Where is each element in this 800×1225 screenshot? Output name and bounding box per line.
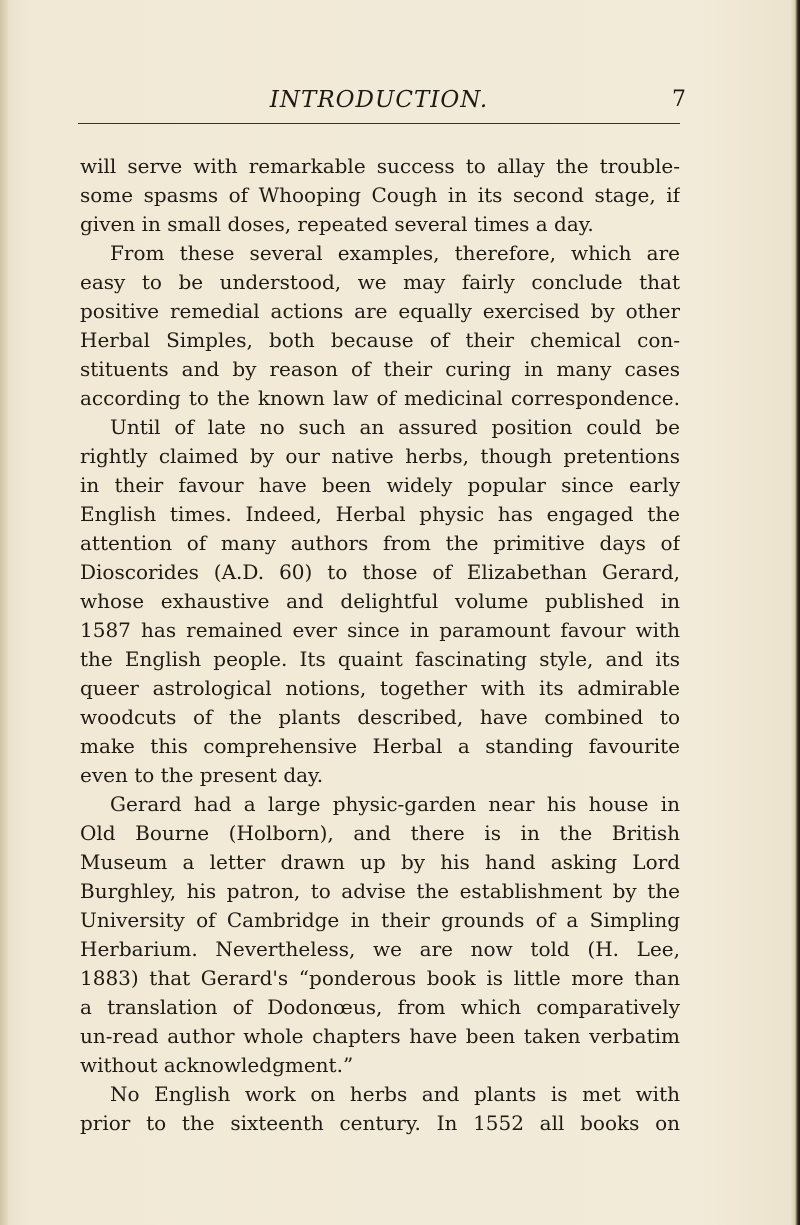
text-line: Museum a letter drawn up by his hand asking Lord <box>80 850 680 874</box>
text-line: un-read author whole chapters have been taken verbatim <box>80 1024 680 1048</box>
page-number: 7 <box>672 87 686 112</box>
text-line: even to the present day. <box>80 763 324 787</box>
page-right-edge <box>790 0 800 1225</box>
text-line: prior to the sixteenth century. In 1552 all books on <box>80 1111 680 1135</box>
page-left-edge <box>0 0 8 1225</box>
text-line: Until of late no such an assured position could be <box>110 415 680 439</box>
text-line: given in small doses, repeated several times a day. <box>80 212 594 236</box>
text-line: 1587 has remained ever since in paramount favour with <box>80 618 680 642</box>
text-line: in their favour have been widely popular since early <box>80 473 680 497</box>
text-line: woodcuts of the plants described, have combined to <box>80 705 680 729</box>
text-line: Gerard had a large physic-garden near his house in <box>110 792 680 816</box>
text-line: Dioscorides (A.D. 60) to those of Elizabethan Gerard, <box>80 560 680 584</box>
text-line: Herbarium. Nevertheless, we are now told (H. Lee, <box>80 937 680 961</box>
text-line: attention of many authors from the primitive days of <box>80 531 680 555</box>
text-line: a translation of Dodonœus, from which comparatively <box>80 995 680 1019</box>
text-line: University of Cambridge in their grounds of a Simpling <box>80 908 680 932</box>
body-text <box>80 152 680 1138</box>
text-line: without acknowledgment.” <box>80 1053 354 1077</box>
text-line: make this comprehensive Herbal a standing favourite <box>80 734 680 758</box>
text-line: according to the known law of medicinal correspondence. <box>80 386 680 410</box>
text-line: some spasms of Whooping Cough in its second stage, if <box>80 183 680 207</box>
text-line: Burghley, his patron, to advise the establishment by the <box>80 879 680 903</box>
text-line: Old Bourne (Holborn), and there is in the British <box>80 821 680 845</box>
text-line: 1883) that Gerard's “ponderous book is little more than <box>80 966 680 990</box>
text-line: positive remedial actions are equally exercised by other <box>80 299 680 323</box>
page-header <box>78 83 686 123</box>
header-rule <box>78 123 680 124</box>
text-line: Herbal Simples, both because of their chemical con- <box>80 328 680 352</box>
text-line: the English people. Its quaint fascinating style, and its <box>80 647 680 671</box>
running-title: INTRODUCTION. <box>269 87 489 113</box>
text-line: whose exhaustive and delightful volume published in <box>80 589 680 613</box>
text-line: English times. Indeed, Herbal physic has engaged the <box>80 502 680 526</box>
text-line: rightly claimed by our native herbs, though pretentions <box>80 444 680 468</box>
text-line: stituents and by reason of their curing in many cases <box>80 357 680 381</box>
text-line: will serve with remarkable success to allay the trouble- <box>80 154 680 178</box>
text-line: queer astrological notions, together with its admirable <box>80 676 680 700</box>
text-line: easy to be understood, we may fairly conclude that <box>80 270 680 294</box>
text-line: From these several examples, therefore, which are <box>110 241 680 265</box>
text-line: No English work on herbs and plants is met with <box>110 1082 680 1106</box>
